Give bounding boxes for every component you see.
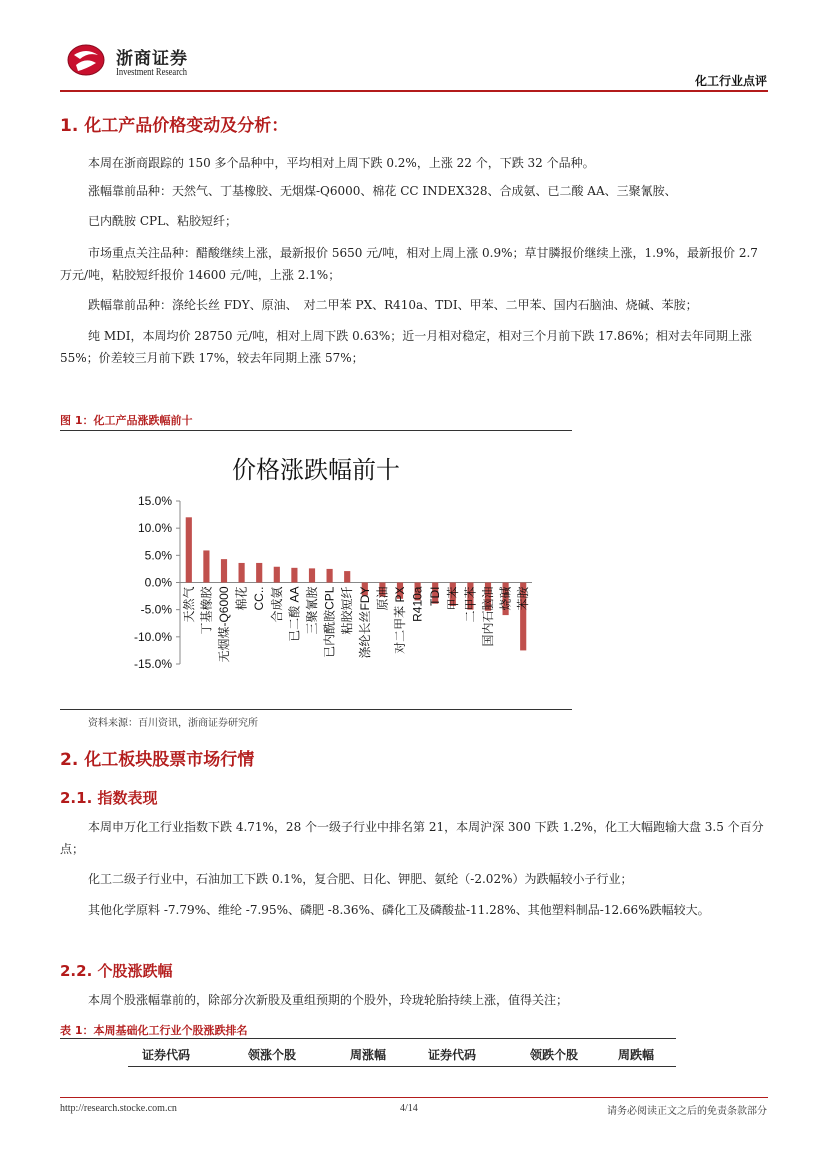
footer-divider	[60, 1097, 768, 1098]
price-change-chart	[60, 436, 572, 708]
table-header-cell: 周跌幅	[618, 1048, 655, 1062]
y-tick-label: 5.0%	[144, 548, 172, 563]
bar	[256, 563, 262, 583]
x-tick-label: 三聚氰胺	[305, 586, 319, 635]
chart-title: 价格涨跌幅前十	[232, 456, 400, 484]
bar	[186, 517, 192, 582]
bar	[239, 563, 245, 583]
section-1-title: 1. 化工产品价格变动及分析：	[60, 116, 289, 136]
section-1-paragraph: 跌幅靠前品种：涤纶长丝 FDY、原油、 对二甲苯 PX、R410a、TDI、甲苯、二甲苯、国内石脑油、烧碱、苯胺；	[88, 298, 698, 312]
section-2-1-paragraph: 化工二级子行业中，石油加工下跌 0.1%，复合肥、日化、钾肥、氨纶（-2.02%）为跌幅较小子行业；	[88, 872, 633, 886]
section-2-2-title: 2.2. 个股涨跌幅	[60, 962, 173, 980]
x-tick-label: 原油	[375, 586, 390, 611]
section-1-paragraph: 纯 MDI，本周均价 28750 元/吨，相对上周下跌 0.63%；近一月相对稳定，相对三个月前下跌 17.86%；相对去年同期上涨 55%；价差较三月前下跌 17%，较去年同期上涨 57%；	[60, 329, 752, 365]
x-tick-label: 对二甲苯 PX	[393, 586, 407, 654]
x-tick-label: 已内酰胺CPL	[322, 586, 337, 658]
figure-bottom-rule	[60, 709, 572, 710]
figure-caption: 图 1：化工产品涨跌幅前十	[60, 414, 193, 427]
x-tick-label: 甲苯	[445, 586, 460, 611]
y-tick-label: 15.0%	[137, 494, 172, 508]
x-tick-label: 已二酸 AA	[287, 586, 302, 642]
footer-url[interactable]: http://research.stocke.com.cn	[60, 1103, 177, 1114]
x-tick-label: 国内石脑油	[481, 586, 495, 647]
x-tick-label: 无烟煤-Q6000	[217, 586, 231, 663]
x-tick-label: 丁基橡胶	[199, 586, 214, 635]
page-number: 4/14	[400, 1103, 418, 1114]
x-tick-label: R410a	[410, 586, 425, 622]
table-header-cell: 领涨个股	[248, 1048, 297, 1062]
y-tick-label: 0.0%	[144, 575, 172, 590]
y-tick-label: 10.0%	[137, 521, 172, 536]
report-type: 化工行业点评	[694, 74, 767, 88]
bars-group	[186, 517, 527, 650]
company-logo-icon	[66, 43, 106, 77]
section-1-paragraph: 已内酰胺 CPL、粘胶短纤；	[88, 214, 238, 228]
x-axis-labels	[181, 586, 530, 663]
x-tick-label: CC..	[252, 586, 267, 611]
bar	[221, 559, 227, 582]
x-tick-label: 烧碱	[498, 586, 513, 611]
x-tick-label: 天然气	[181, 586, 196, 623]
bar	[203, 550, 209, 582]
table-top-rule	[60, 1038, 676, 1039]
table-header-rule	[128, 1066, 676, 1067]
company-name-en: Investment Research	[116, 67, 188, 78]
section-1-paragraph: 市场重点关注品种：醋酸继续上涨，最新报价 5650 元/吨，相对上周上涨 0.9%；草甘膦报价继续上涨，1.9%，最新报价 2.7 万元/吨，粘胶短纤报价 14600 元/吨，上涨 2.1%；	[60, 246, 758, 282]
x-tick-label: 棉花	[234, 586, 249, 611]
bar	[291, 568, 297, 583]
bar	[344, 571, 350, 582]
y-tick-label: -5.0%	[140, 602, 172, 617]
bar	[309, 568, 315, 582]
x-tick-label: 二甲苯	[463, 586, 478, 623]
x-tick-label: 粘胶短纤	[340, 586, 355, 635]
bar	[327, 569, 333, 583]
section-2-1-title: 2.1. 指数表现	[60, 789, 158, 807]
header-divider	[60, 90, 768, 92]
x-tick-label: 涤纶长丝FDY	[357, 586, 372, 659]
table-header-cell: 领跌个股	[530, 1048, 579, 1062]
y-tick-label: -15.0%	[133, 657, 172, 671]
bar	[274, 567, 280, 583]
section-1-paragraph: 涨幅靠前品种：天然气、丁基橡胶、无烟煤-Q6000、棉花 CC INDEX328、合成氨、已二酸 AA、三聚氰胺、	[88, 184, 677, 198]
figure-top-rule	[60, 430, 572, 431]
figure-source: 资料来源：百川资讯，浙商证券研究所	[88, 718, 258, 729]
section-2-1-paragraph: 其他化学原料 -7.79%、维纶 -7.95%、磷肥 -8.36%、磷化工及磷酸盐-11.28%、其他塑料制品-12.66%跌幅较大。	[88, 903, 710, 917]
section-2-2-paragraph: 本周个股涨幅靠前的，除部分次新股及重组预期的个股外，玲珑轮胎持续上涨，值得关注；	[88, 993, 569, 1007]
x-tick-label: 苯胺	[516, 586, 531, 611]
section-2-title: 2. 化工板块股票市场行情	[60, 750, 255, 770]
section-2-1-paragraph: 本周申万化工行业指数下跌 4.71%，28 个一级子行业中排名第 21，本周沪深 300 下跌 1.2%，化工大幅跑输大盘 3.5 个百分点；	[60, 820, 764, 856]
section-1-paragraph: 本周在浙商跟踪的 150 多个品种中，平均相对上周下跌 0.2%，上涨 22 个，下跌 32 个品种。	[88, 156, 595, 170]
company-name: 浙商证券	[116, 49, 188, 69]
x-tick-label: TDI	[428, 586, 443, 606]
table-header-cell: 证券代码	[142, 1048, 191, 1062]
table-header-cell: 周涨幅	[350, 1048, 387, 1062]
table-header-cell: 证券代码	[428, 1048, 477, 1062]
x-tick-label: 合成氨	[269, 586, 284, 623]
footer-disclaimer: 请务必阅读正文之后的免责条款部分	[607, 1106, 767, 1117]
y-tick-label: -10.0%	[133, 629, 172, 644]
table-caption: 表 1：本周基础化工行业个股涨跌排名	[60, 1024, 248, 1037]
